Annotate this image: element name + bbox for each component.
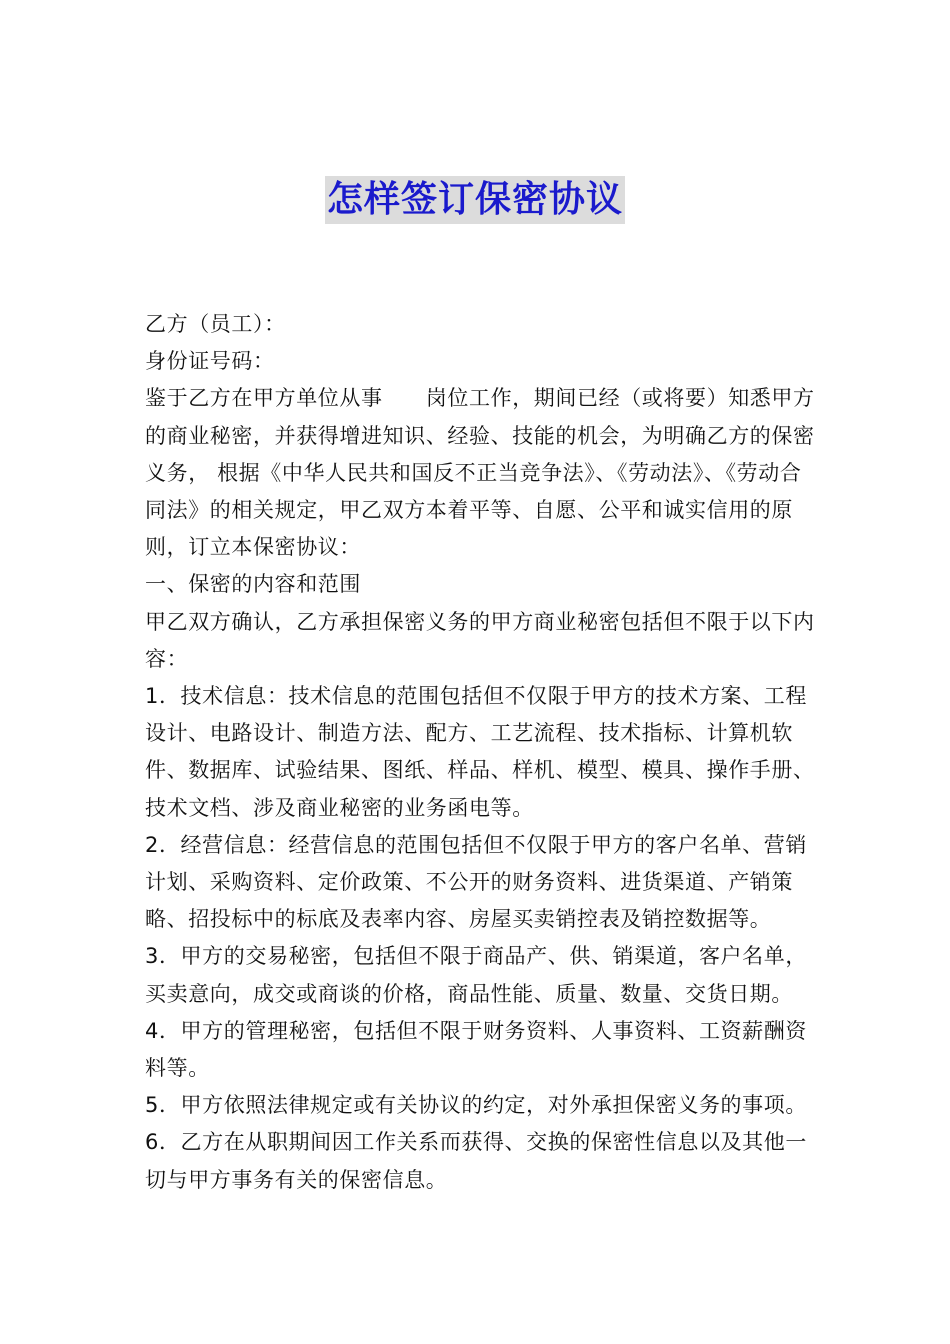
clause-5-legal-obligations: 5．甲方依照法律规定或有关协议的约定，对外承担保密义务的事项。 bbox=[145, 1093, 807, 1118]
title-container bbox=[0, 176, 950, 224]
clause-1-technical-info: 1．技术信息：技术信息的范围包括但不仅限于甲方的技术方案、工程设计、电路设计、制造方法、配方、工艺流程、技术指标、计算机软件、数据库、试验结果、图纸、样品、样机、模型、模具、操作手册、技术文档、涉及商业秘密的业务函电等。 bbox=[145, 684, 815, 820]
scope-intro-paragraph: 甲乙双方确认，乙方承担保密义务的甲方商业秘密包括但不限于以下内容： bbox=[145, 609, 815, 671]
party-b-line: 乙方（员工）： bbox=[145, 312, 286, 336]
section-heading-1: 一、保密的内容和范围 bbox=[145, 572, 361, 597]
clause-4-management-secrets: 4．甲方的管理秘密，包括但不限于财务资料、人事资料、工资薪酬资料等。 bbox=[145, 1018, 807, 1081]
clause-2-business-info: 2．经营信息：经营信息的范围包括但不仅限于甲方的客户名单、营销计划、采购资料、定价政策、不公开的财务资料、进货渠道、产销策略、招投标中的标底及表率内容、房屋买卖销控表及销控数据等。 bbox=[145, 832, 807, 932]
clause-3-trade-secrets: 3．甲方的交易秘密，包括但不限于商品产、供、销渠道，客户名单，买卖意向，成交或商谈的价格，商品性能、质量、数量、交货日期。 bbox=[145, 944, 807, 1006]
clause-6-other-info: 6．乙方在从职期间因工作关系而获得、交换的保密性信息以及其他一切与甲方事务有关的保密信息。 bbox=[145, 1130, 807, 1192]
preamble-paragraph: 鉴于乙方在甲方单位从事 岗位工作，期间已经（或将要）知悉甲方的商业秘密，并获得增进知识、经验、技能的机会，为明确乙方的保密义务， 根据《中华人民共和国反不正当竞争法》、《劳动法》、《劳动合同法》的相关规定，甲乙双方本着平等、自愿、公平和诚实信用的原则，订立本保密协议： bbox=[145, 386, 815, 560]
id-number-line: 身份证号码： bbox=[145, 349, 275, 374]
document-body bbox=[145, 306, 815, 1199]
document-title: 怎样签订保密协议 bbox=[325, 176, 625, 224]
